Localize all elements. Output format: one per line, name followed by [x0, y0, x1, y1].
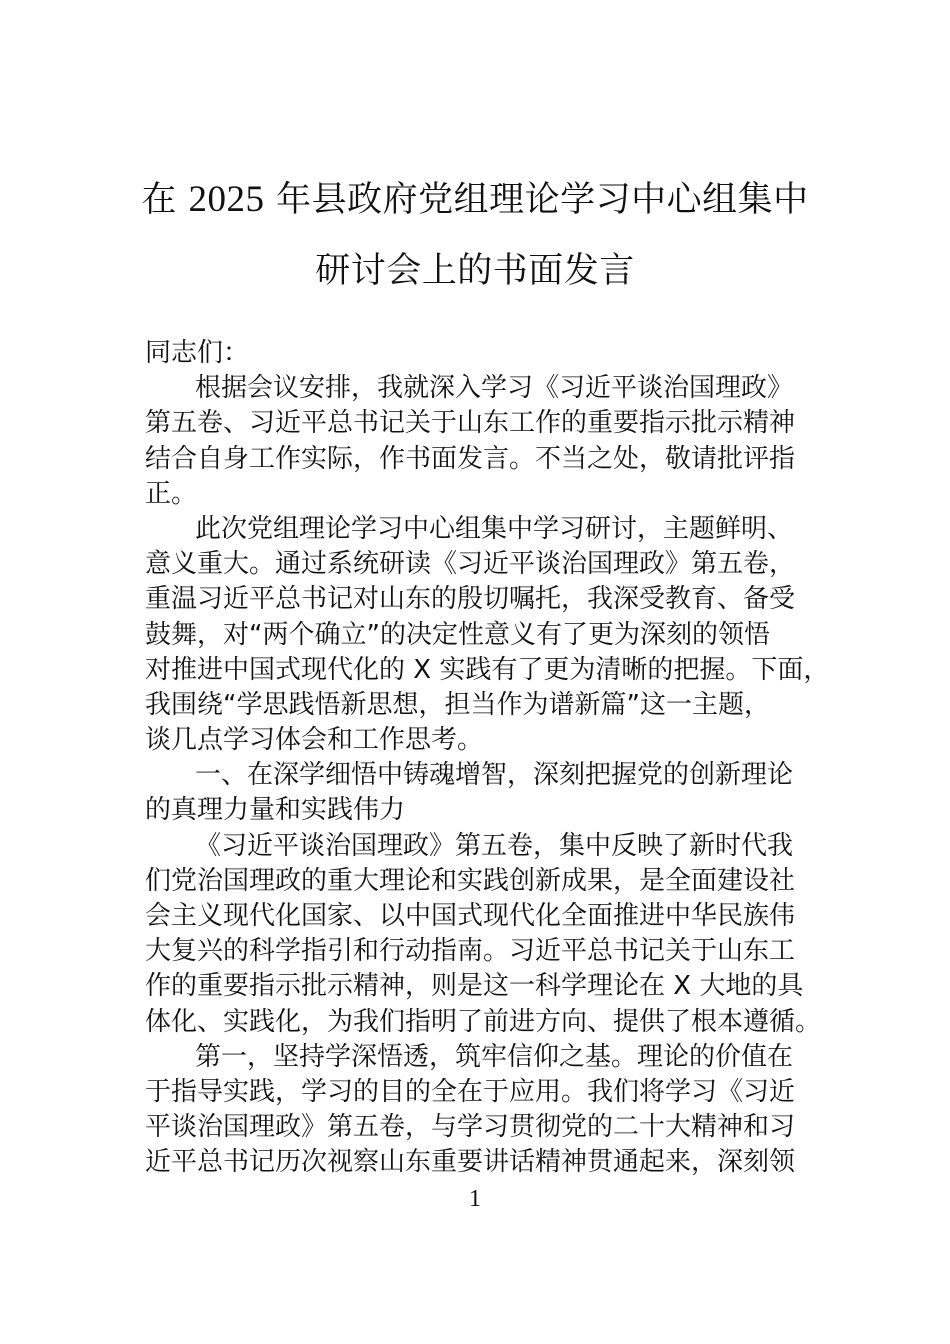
- paragraph-line: 此次党组理论学习中心组集中学习研讨，主题鲜明、: [195, 513, 794, 544]
- paragraph-line: 《习近平谈治国理政》第五卷，集中反映了新时代我: [195, 830, 794, 861]
- paragraph-line: 对推进中国式现代化的 X 实践有了更为清晰的把握。下面，: [145, 654, 830, 685]
- paragraph-line: 结合自身工作实际，作书面发言。不当之处，敬请批评指: [145, 443, 796, 474]
- paragraph-line: 大复兴的科学指引和行动指南。习近平总书记关于山东工: [145, 936, 796, 967]
- paragraph-line: 们党治国理政的重大理论和实践创新成果，是全面建设社: [145, 865, 796, 896]
- section-heading-line: 的真理力量和实践伟力: [145, 795, 406, 826]
- paragraph-line: 根据会议安排，我就深入学习《习近平谈治国理政》: [195, 373, 794, 404]
- document-title-line-2: 研讨会上的书面发言: [315, 251, 635, 291]
- paragraph-line: 第一，坚持学深悟透，筑牢信仰之基。理论的价值在: [195, 1041, 794, 1072]
- paragraph-line: 平谈治国理政》第五卷，与学习贯彻党的二十大精神和习: [145, 1112, 796, 1143]
- paragraph-line: 我围绕“学思践悟新思想，担当作为谱新篇”这一主题，: [145, 689, 770, 720]
- paragraph-line: 鼓舞，对“两个确立”的决定性意义有了更为深刻的领悟: [145, 619, 770, 650]
- document-body: [145, 336, 835, 1181]
- title-line1-suffix: 年县政府党组理论学习中心组集中: [264, 180, 809, 220]
- paragraph-line: 重温习近平总书记对山东的殷切嘱托，我深受教育、备受: [145, 584, 796, 615]
- paragraph-line: 意义重大。通过系统研读《习近平谈治国理政》第五卷，: [145, 549, 796, 580]
- paragraph-line: 会主义现代化国家、以中国式现代化全面推进中华民族伟: [145, 901, 796, 931]
- page-number: 1: [469, 1186, 481, 1212]
- paragraph-line: 正。: [145, 478, 198, 509]
- section-heading-line: 一、在深学细悟中铸魂增智，深刻把握党的创新理论: [195, 760, 794, 791]
- paragraph-line: 于指导实践，学习的目的全在于应用。我们将学习《习近: [145, 1076, 796, 1107]
- paragraph-line: 作的重要指示批示精神，则是这一科学理论在 X 大地的具: [145, 971, 804, 1002]
- title-line1-prefix: 在: [141, 180, 189, 220]
- salutation: 同志们：: [145, 338, 250, 368]
- paragraph-line: 第五卷、习近平总书记关于山东工作的重要指示批示精神: [145, 408, 796, 439]
- title-year: 2025: [188, 179, 265, 220]
- paragraph-line: 体化、实践化，为我们指明了前进方向、提供了根本遵循。: [145, 1006, 822, 1037]
- paragraph-line: 谈几点学习体会和工作思考。: [145, 725, 484, 756]
- document-title-line-1: [0, 172, 950, 222]
- paragraph-line: 近平总书记历次视察山东重要讲话精神贯通起来，深刻领: [145, 1147, 796, 1178]
